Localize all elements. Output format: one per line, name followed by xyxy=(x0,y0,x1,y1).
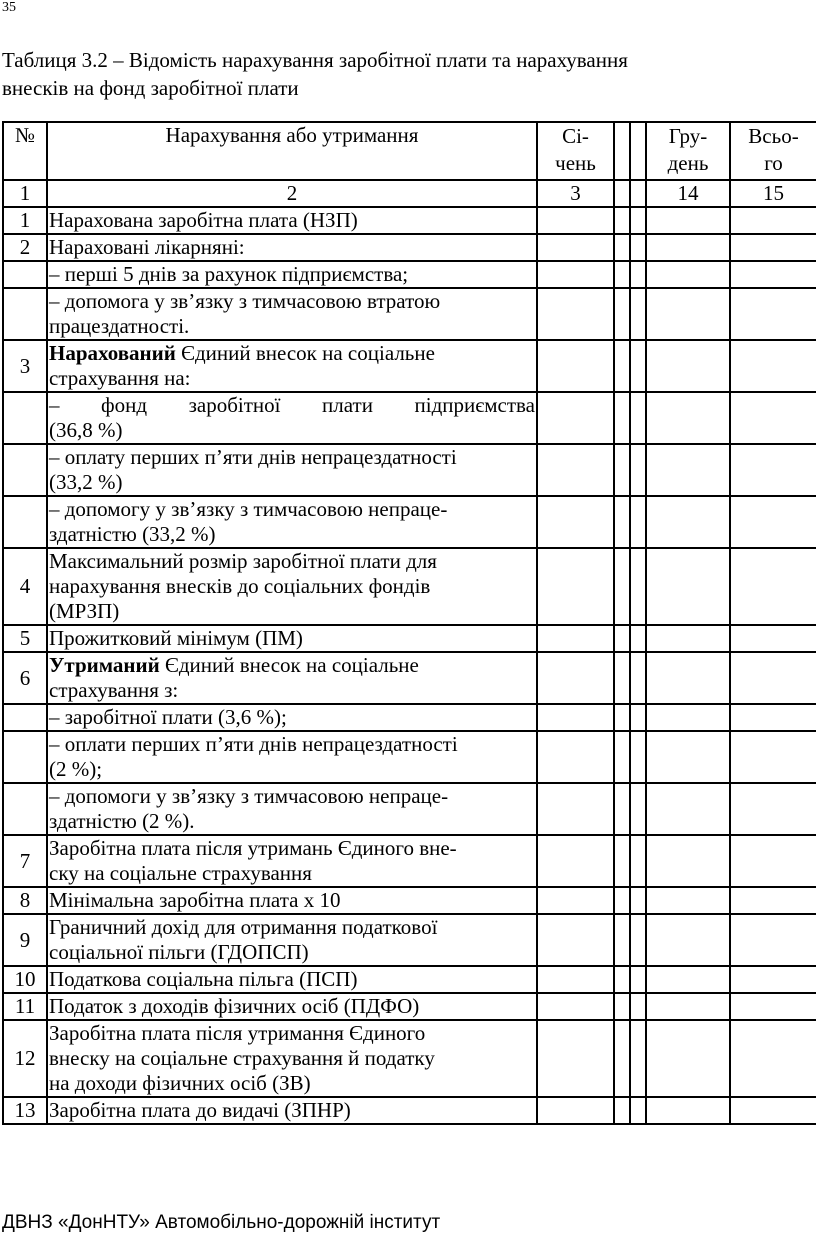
table-row: 9 Граничний дохід для отримання податкової соціальної пільги (ГДОПСП) xyxy=(3,914,816,966)
table-row xyxy=(3,288,816,340)
page-number: 35 xyxy=(2,0,16,15)
header-december: Гру- день xyxy=(646,122,730,180)
col-number-14: 14 xyxy=(646,180,730,207)
row-label: Податкова соціальна пільга (ПСП) xyxy=(47,966,537,993)
table-row: 4 Максимальний розмір заробітної плати для нарахування внесків до соціальних фондів (МРЗП) xyxy=(3,548,816,625)
header-empty-col-b xyxy=(630,122,646,180)
table-row xyxy=(3,496,816,548)
payroll-table xyxy=(2,121,816,1125)
row-label: Мінімальна заробітна плата х 10 xyxy=(47,887,537,914)
row-label: – оплати перших п’яти днів непрацездатності (2 %); xyxy=(47,731,537,783)
table-row: 12 Заробітна плата після утримання Єдиного внеску на соціальне страхування й податку на доходи фізичних осіб (ЗВ) xyxy=(3,1020,816,1097)
header-empty-col-a xyxy=(614,122,630,180)
table-row: 3 Нарахований Єдиний внесок на соціальне страхування на: xyxy=(3,340,816,392)
caption-line-2: внесків на фонд заробітної плати xyxy=(2,76,299,100)
row-label: Нарахована заробітна плата (НЗП) xyxy=(47,207,537,234)
row-label: – допомоги у зв’язку з тимчасовою непраце- здатністю (2 %). xyxy=(47,783,537,835)
row-label: Утриманий Єдиний внесок на соціальне страхування з: xyxy=(47,652,537,704)
row-label: – допомогу у зв’язку з тимчасовою непраце- здатністю (33,2 %) xyxy=(47,496,537,548)
table-row: 11 Податок з доходів фізичних осіб (ПДФО) xyxy=(3,993,816,1020)
row-label: Нарахований Єдиний внесок на соціальне страхування на: xyxy=(47,340,537,392)
table-row xyxy=(3,392,816,444)
caption-line-1: Таблиця 3.2 – Відомість нарахування заробітної плати та нарахування xyxy=(2,48,628,72)
col-number-15: 15 xyxy=(730,180,816,207)
header-row xyxy=(3,122,816,180)
table-row: 2 Нараховані лікарняні: xyxy=(3,234,816,261)
col-number-3: 3 xyxy=(537,180,614,207)
row-label: Прожитковий мінімум (ПМ) xyxy=(47,625,537,652)
table-row xyxy=(3,444,816,496)
row-label: – оплату перших п’яти днів непрацездатності (33,2 %) xyxy=(47,444,537,496)
row-label: Заробітна плата до видачі (ЗПНР) xyxy=(47,1097,537,1124)
table-row xyxy=(3,731,816,783)
row-label: – заробітної плати (3,6 %); xyxy=(47,704,537,731)
page-footer: ДВНЗ «ДонНТУ» Автомобільно-дорожній інститут xyxy=(2,1212,441,1233)
row-label: Податок з доходів фізичних осіб (ПДФО) xyxy=(47,993,537,1020)
table-row: 10 Податкова соціальна пільга (ПСП) xyxy=(3,966,816,993)
col-number-2: 2 xyxy=(47,180,537,207)
table-row: 1 Нарахована заробітна плата (НЗП) xyxy=(3,207,816,234)
row-label: Нараховані лікарняні: xyxy=(47,234,537,261)
table-row: 8 Мінімальна заробітна плата х 10 xyxy=(3,887,816,914)
col-number-1: 1 xyxy=(3,180,47,207)
table-row xyxy=(3,261,816,288)
table-row: 5 Прожитковий мінімум (ПМ) xyxy=(3,625,816,652)
row-label: – фонд заробітної плати підприємства (36,8 %) xyxy=(49,393,535,442)
row-label: – перші 5 днів за рахунок підприємства; xyxy=(47,261,537,288)
row-label: Заробітна плата після утримання Єдиного внеску на соціальне страхування й податку на доходи фізичних осіб (ЗВ) xyxy=(47,1020,537,1097)
header-title: Нарахування або утримання xyxy=(47,122,537,180)
column-numbers-row xyxy=(3,180,816,207)
row-label: – допомога у зв’язку з тимчасовою втратою працездатності. xyxy=(47,288,537,340)
row-label: Заробітна плата після утримань Єдиного вне- ску на соціальне страхування xyxy=(47,835,537,887)
header-total: Всьо- го xyxy=(730,122,816,180)
row-label: Граничний дохід для отримання податкової соціальної пільги (ГДОПСП) xyxy=(47,914,537,966)
table-row xyxy=(3,704,816,731)
table-row: 7 Заробітна плата після утримань Єдиного вне- ску на соціальне страхування xyxy=(3,835,816,887)
header-num: № xyxy=(3,122,47,180)
row-label: Максимальний розмір заробітної плати для нарахування внесків до соціальних фондів (МРЗП) xyxy=(47,548,537,625)
table-row: 6 Утриманий Єдиний внесок на соціальне страхування з: xyxy=(3,652,816,704)
table-caption xyxy=(2,46,802,102)
table-row xyxy=(3,783,816,835)
table-row: 13 Заробітна плата до видачі (ЗПНР) xyxy=(3,1097,816,1124)
header-january: Сі- чень xyxy=(537,122,614,180)
